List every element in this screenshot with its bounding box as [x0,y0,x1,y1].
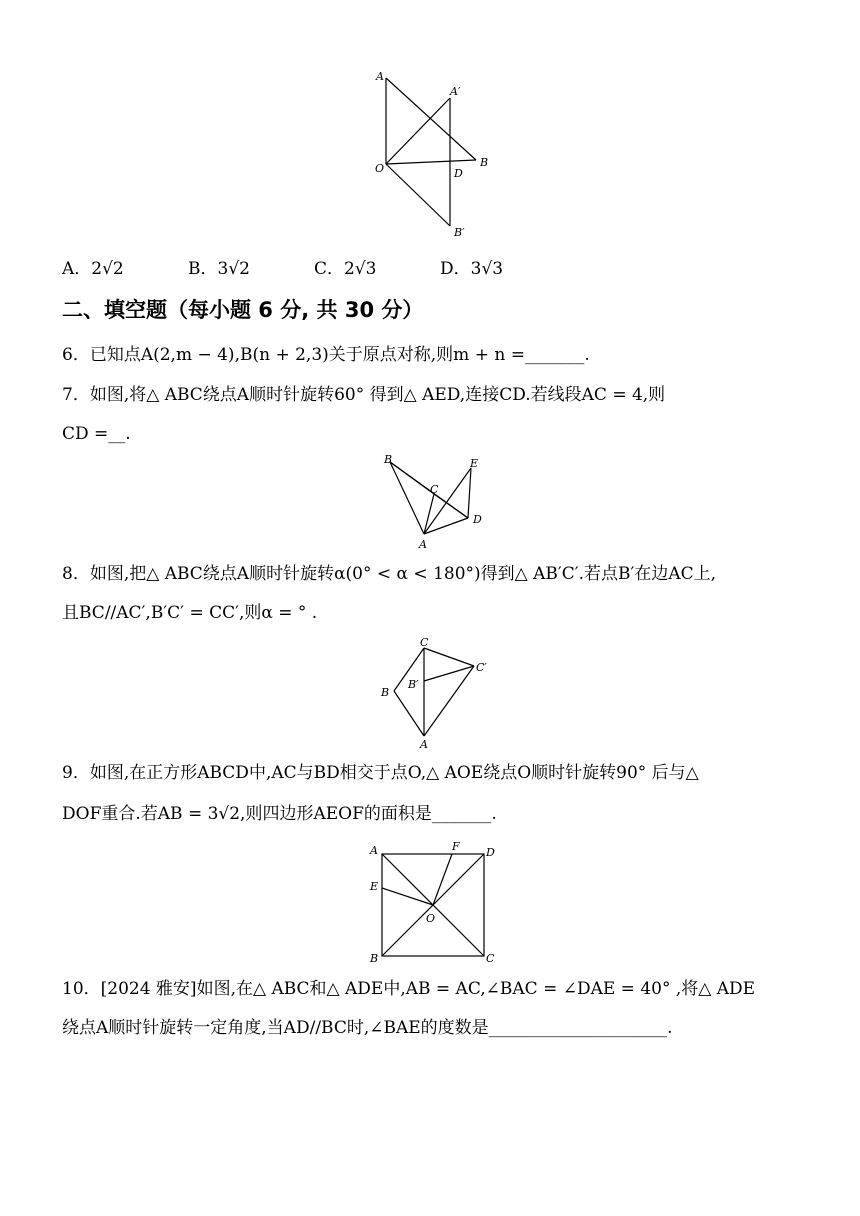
label-A: A [376,70,384,83]
figure-q8-lines [394,648,474,736]
section-heading: 二、填空题（每小题 6 分, 共 30 分） [62,298,424,322]
label-D: D [454,167,463,180]
label-C: C [486,952,495,965]
question-9-line-2: DOF重合.若AB = 3√2,则四边形AEOF的面积是_______. [62,804,497,824]
label-A: A [419,538,427,551]
question-7-line-2: CD =__. [62,424,131,444]
figure-q8 [376,636,491,751]
label-D: D [473,513,482,526]
label-F: F [452,840,460,853]
label-E: E [370,880,379,893]
label-A: A [370,844,378,857]
label-A: A [420,738,428,751]
label-B-prime: B′ [454,226,465,239]
label-B: B [384,453,393,466]
figure-q9-lines [382,854,484,956]
option-b: B．3√2 [188,259,250,279]
question-10-line-2: 绕点A顺时针旋转一定角度,当AD//BC时,∠BAE的度数是_____________________. [62,1018,673,1038]
figure-q7-lines [390,462,471,534]
figure-q9 [366,838,506,968]
figure-q5 [370,68,500,243]
label-B: B [480,156,489,169]
label-B: B [381,686,390,699]
question-10-line-1: 10．[2024 雅安]如图,在△ ABC和△ ADE中,AB = AC,∠BAC = ∠DAE = 40° ,将△ ADE [62,979,756,999]
label-C: C [420,636,429,649]
question-6: 6．已知点A(2,m − 4),B(n + 2,3)关于原点对称,则m + n =_______. [62,345,590,365]
question-8-line-2: 且BC//AC′,B′C′ = CC′,则α = ° . [62,603,318,623]
label-E: E [470,457,479,470]
question-9-line-1: 9．如图,在正方形ABCD中,AC与BD相交于点O,△ AOE绕点O顺时针旋转90° 后与△ [62,763,699,783]
figure-q5-lines [386,78,476,226]
label-B-prime: B′ [408,678,419,691]
label-O: O [375,162,385,175]
label-B: B [370,952,379,965]
option-d: D．3√3 [440,259,504,279]
question-7-line-1: 7．如图,将△ ABC绕点A顺时针旋转60° 得到△ AED,连接CD.若线段AC = 4,则 [62,385,666,405]
option-c: C．2√3 [314,259,377,279]
label-C: C [430,483,439,496]
figure-q7 [378,452,493,552]
question-8-line-1: 8．如图,把△ ABC绕点A顺时针旋转α(0° < α < 180°)得到△ AB′C′.若点B′在边AC上, [62,564,717,584]
label-D: D [486,846,495,859]
label-O: O [426,912,436,925]
option-a: A．2√2 [62,259,124,279]
label-C-prime: C′ [476,661,487,674]
label-A-prime: A′ [450,85,461,98]
